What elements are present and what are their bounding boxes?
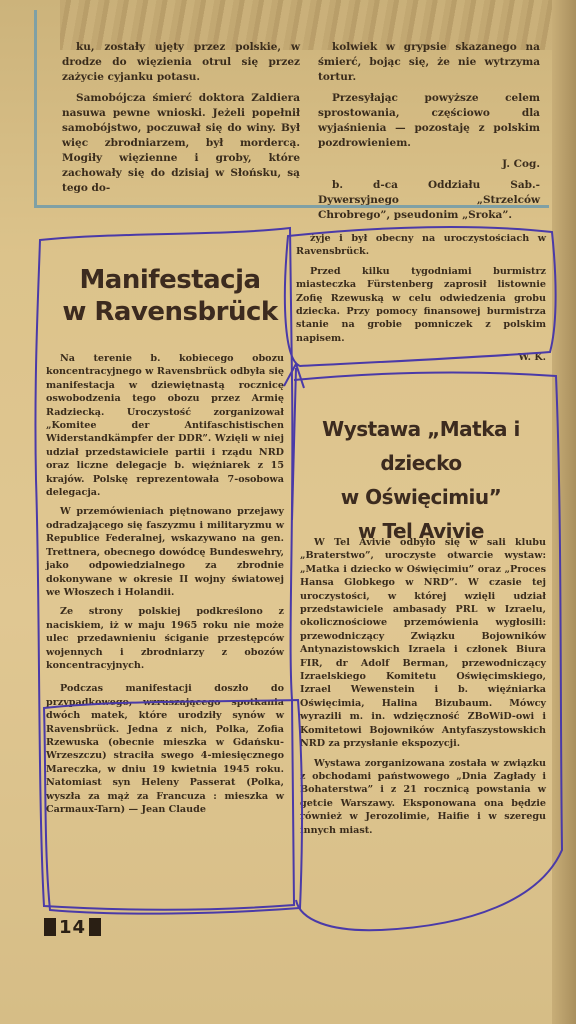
manifestacja-paragraph: Podczas manifestacji doszło do przypadkowego, wzruszającego spotkania dwóch matek, które urodziły synów w Ravensbrück. Jedna z nich, Polka, Zofia Rzewuska (obecnie mieszka w Gdańsku-Wrzeszczu) straciła swego 4-miesięcznego Mareczka, w dniu 19 kwietnia 1945 roku. Natomiast syn Heleny Passerat (Polka, wyszła za mąż za Francuza : mieszka w Carmaux-Tarn) — Jean Claude xyxy=(46,683,284,815)
wystawa-paragraph: W Tel Avivie odbyło się w sali klubu „Braterstwo”, uroczyste otwarcie wystaw: „Matka i dziecko w Oświęcimiu” oraz „Proces Hansa Globkego w NRD”. W czasie tej uroczystości, w której wzięli udział przedstawiciele ambasady PRL w Izraelu, okolicznościowe przemówienia wygłosili: przewodniczący Związku Bojowników Antynazistowskich Izraela i członek Biura FIR, dr Adolf Berman, przewodniczący Izraelskiego Komitetu Oświęcimskiego, Izrael Wewenstein i b. więźniarka Oświęcimia, Halina Bizubaum. Mówcy wyrazili m. in. wdzięczność ZBoWiD-owi i Komitetowi Bojowników Antyfaszystowskich NRD za przysłanie ekspozycji. xyxy=(300,537,546,750)
manifestacja-title-line: w Ravensbrück xyxy=(62,297,278,327)
page-number-text: 14 xyxy=(59,916,87,938)
manifestacja-paragraph: W przemówieniach piętnowano przejawy odradzającego się faszyzmu i militaryzmu w Republice Federalnej, wskazywano na gen. Trettnera, obecnego dowódcę Bundeswehry, jako odpowiedzialnego za zbrodnie dokonywane w okresie II wojny światowej we Włoszech i Holandii. xyxy=(46,506,284,598)
top-left-paragraph: ku, zostały ujęty przez polskie, w drodze do więzienia otrul się przez zażycie cyjanku potasu. xyxy=(62,41,300,83)
wystawa-title-line: Wystawa „Matka i dziecko xyxy=(322,417,520,475)
wystawa-headline xyxy=(290,412,552,548)
page-edge xyxy=(552,0,576,1024)
continuation-body xyxy=(296,232,546,371)
manifestacja-paragraph: Na terenie b. kobiecego obozu koncentracyjnego w Ravensbrück odbyła się manifestacja w dziewiętnastą rocznicę oswobodzenia tego obozu przez Armię Radziecką. Uroczystość zorganizował „Komitee der Antifaschistischen Widerstandkämpfer der DDR”. Wzięli w niej udział przedstawiciele partii i rządu NRD oraz liczne delegacje b. więźniarek z 15 krajów. Polskę reprezentowała 7-osobowa delegacja. xyxy=(46,353,284,499)
continuation-paragraph: Przed kilku tygodniami burmistrz miasteczka Fürstenberg zaprosił listownie Zofię Rzewuską w celu odwiedzenia grobu dziecka. Przy pomocy finansowej burmistrza stanie na grobie pomniczek z polskim napisem. xyxy=(296,265,546,344)
top-right-paragraph: Przesyłając powyższe celem sprostowania, częściowo dla wyjaśnienia — pozostaję z polskim pozdrowieniem. xyxy=(318,92,540,149)
continuation-paragraph: żyje i był obecny na uroczystościach w Ravensbrück. xyxy=(296,233,546,258)
wystawa-title-line: w Oświęcimiu” xyxy=(340,485,502,509)
top-left-column xyxy=(62,40,300,202)
wystawa-paragraph: Wystawa zorganizowana została w związku z obchodami państwowego „Dnia Zagłady i Bohaterstwa” i z 21 rocznicą powstania w getcie Warszawy. Eksponowana ona będzie również w Jerozolimie, Haifie i w szeregu innych miast. xyxy=(300,757,546,836)
top-right-column xyxy=(318,40,540,229)
wystawa-title-line: w Tel Avivie xyxy=(358,519,484,543)
continuation-signature: W. K. xyxy=(518,352,546,364)
top-left-paragraph: Samobójcza śmierć doktora Zaldiera nasuwa pewne wnioski. Jeżeli popełnił samobójstwo, poczuwał się do winy. Był więc zbrodniarzem, był mordercą. Mogiły więzienne i groby, które zachowały się do dzisiaj w Słońsku, są tego do- xyxy=(62,92,300,194)
top-right-paragraph: kolwiek w grypsie skazanego na śmierć, bojąc się, że nie wytrzyma tortur. xyxy=(318,41,540,83)
page-number-block xyxy=(89,918,101,936)
manifestacja-paragraph: Ze strony polskiej podkreślono z naciskiem, iż w maju 1965 roku nie może ulec przedawnieniu ściganie przestępców wojennych i zbrodniarzy z obozów koncentracyjnych. xyxy=(46,606,284,671)
top-right-footer: b. d-ca Oddziału Sab.-Dywersyjnego „Strzelców Chrobrego”, pseudonim „Sroka”. xyxy=(318,179,540,221)
manifestacja-body xyxy=(46,352,284,822)
page-number xyxy=(44,916,101,938)
manifestacja-title-line: Manifestacja xyxy=(79,265,261,295)
top-right-signature: J. Cog. xyxy=(502,158,540,170)
page-number-block xyxy=(44,918,56,936)
wystawa-body xyxy=(300,536,546,843)
manifestacja-headline xyxy=(60,264,280,328)
